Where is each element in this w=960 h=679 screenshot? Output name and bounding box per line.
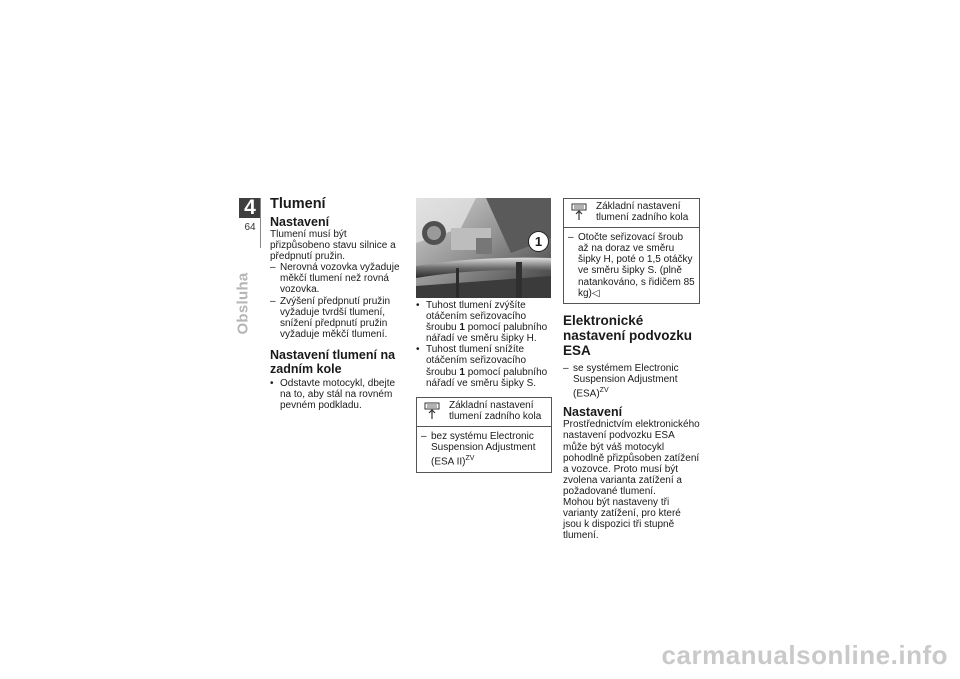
wrench-icon [571, 203, 587, 221]
page-number: 64 [244, 222, 256, 233]
dash-item: – Otočte seřizovací šroub až na doraz ve směru šipky H, poté o 1,5 otáčky ve směru šipky S. (plně natankováno, s řidičem 85 kg)◁ [568, 232, 695, 299]
column-2 [416, 300, 552, 473]
subheading-nastaveni: Nastavení [270, 215, 330, 229]
callout-1: 1 [528, 231, 549, 252]
heading-esa: Elektronické nastavení podvozku ESA [563, 312, 693, 358]
column-1 [270, 196, 406, 411]
bullet-item: • Tuhost tlumení snížíte otáčením seřizovacího šroubu 1 pomocí palubního nářadí ve směru šipky S. [416, 344, 548, 389]
bullet-item: • Odstavte motocykl, dbejte na to, aby stál na rovném pevném podkladu. [270, 377, 396, 412]
dash-item: – Zvýšení předpnutí pružin vyžaduje tvrdší tlumení, snížení předpnutí pružin vyžaduje měkčí tlumení. [270, 295, 391, 340]
adjuster-photo [416, 198, 551, 298]
intro-text: Tlumení musí být přizpůsobeno stavu silnice a předpnutí pružin. [270, 229, 396, 263]
column-3 [563, 198, 700, 541]
subheading-nastaveni: Nastavení [563, 405, 623, 420]
spec-box [416, 397, 552, 473]
chapter-number: 4 [239, 198, 261, 218]
wrench-icon [424, 402, 440, 420]
dash-item: – Nerovná vozovka vyžaduje měkčí tlumení než rovná vozovka. [270, 262, 400, 296]
spec-box-header: Základní nastavení tlumení zadního kola [564, 199, 699, 228]
spec-box-header: Základní nastavení tlumení zadního kola [417, 398, 551, 427]
paragraph: Mohou být nastaveny tři varianty zatížení, pro které jsou k dispozici tři stupně tlumení. [563, 497, 681, 542]
watermark: carmanualsonline.info [661, 640, 948, 670]
bullet-item: • Tuhost tlumení zvýšíte otáčením seřizovacího šroubu 1 pomocí palubního nářadí ve směru šipky H. [416, 300, 548, 345]
spec-box [563, 198, 700, 304]
section-label-text: Obsluha [234, 272, 252, 335]
dash-item: – se systémem Electronic Suspension Adjustment (ESA)$^{ZV}$ [563, 362, 679, 400]
paragraph: Prostřednictvím elektronického nastavení podvozku ESA může být váš motocykl pohodlně přizpůsoben zatížení a vozovce. Proto musí být zvolena varianta zatížení a požadované tlumení. [563, 419, 700, 497]
page-title: Tlumení [270, 196, 326, 212]
subheading-rear-damping: Nastavení tlumení na zadním kole [270, 347, 396, 376]
dash-item: – bez systému Electronic Suspension Adjustment (ESA II)$^{ZV}$ [421, 430, 536, 468]
section-label [230, 272, 270, 335]
